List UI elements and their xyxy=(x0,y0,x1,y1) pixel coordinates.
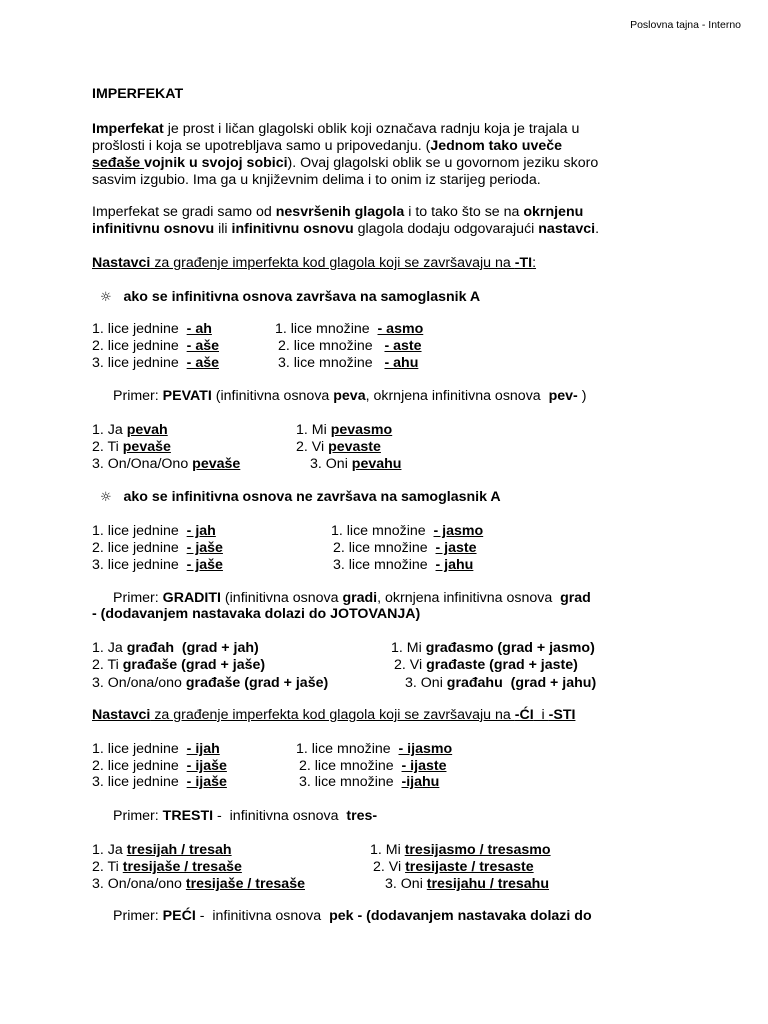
tresti-sg-1: 1. Ja tresijah / tresah xyxy=(92,842,232,858)
pevati-pl-1: 1. Mi pevasmo xyxy=(296,422,393,438)
ci-pl-3: 3. lice množine -ijahu xyxy=(299,774,440,790)
ci-pl-2: 2. lice množine - ijaste xyxy=(299,758,447,774)
case-b-heading: ☼ ako se infinitivna osnova ne završava na samoglasnik A xyxy=(100,489,501,505)
case-b-pl-2: 2. lice množine - jaste xyxy=(333,540,477,556)
confidential-header: Poslovna tajna - Interno xyxy=(630,19,741,31)
graditi-sg-3: 3. On/ona/ono građaše (grad + jaše) xyxy=(92,675,329,691)
case-a-sg-2: 2. lice jednine - aše xyxy=(92,338,219,354)
graditi-example: Primer: GRADITI (infinitivna osnova gradi, okrnjena infinitivna osnova grad xyxy=(113,590,591,606)
tresti-pl-2: 2. Vi tresijaste / tresaste xyxy=(373,859,534,875)
formation-line-1: Imperfekat se gradi samo od nesvršenih glagola i to tako što se na okrnjenu xyxy=(92,204,584,220)
ci-sg-2: 2. lice jednine - ijaše xyxy=(92,758,227,774)
tresti-sg-3: 3. On/ona/ono tresijaše / tresaše xyxy=(92,876,305,892)
graditi-sg-2: 2. Ti građaše (grad + jaše) xyxy=(92,657,266,673)
graditi-note: - (dodavanjem nastavaka dolazi do JOTOVANJA) xyxy=(92,606,421,622)
case-b-pl-1: 1. lice množine - jasmo xyxy=(331,523,484,539)
ci-pl-1: 1. lice množine - ijasmo xyxy=(296,741,453,757)
ci-sg-3: 3. lice jednine - ijaše xyxy=(92,774,227,790)
tresti-pl-1: 1. Mi tresijasmo / tresasmo xyxy=(370,842,551,858)
ci-sg-1: 1. lice jednine - ijah xyxy=(92,741,220,757)
tresti-example: Primer: TRESTI - infinitivna osnova tres- xyxy=(113,808,378,824)
graditi-pl-2: 2. Vi građaste (grad + jaste) xyxy=(394,657,578,673)
case-a-sg-1: 1. lice jednine - ah xyxy=(92,321,212,337)
page-title: IMPERFEKAT xyxy=(92,86,184,102)
section-ci-sti-heading: Nastavci za građenje imperfekta kod glagola koji se završavaju na -ĆI i -STI xyxy=(92,707,576,723)
case-a-heading: ☼ ako se infinitivna osnova završava na samoglasnik A xyxy=(100,289,481,305)
peci-example: Primer: PEĆI - infinitivna osnova pek - (dodavanjem nastavaka dolazi do xyxy=(113,908,592,924)
section-ti-heading: Nastavci za građenje imperfekta kod glagola koji se završavaju na -TI: xyxy=(92,255,537,271)
intro-line-4: sasvim izgubio. Ima ga u književnim delima i to onim iz starijeg perioda. xyxy=(92,172,541,188)
pevati-pl-3: 3. Oni pevahu xyxy=(310,456,402,472)
sun-bullet-icon: ☼ xyxy=(100,290,112,305)
graditi-pl-3: 3. Oni građahu (grad + jahu) xyxy=(405,675,597,691)
tresti-sg-2: 2. Ti tresijaše / tresaše xyxy=(92,859,242,875)
formation-line-2: infinitivnu osnovu ili infinitivnu osnovu glagola dodaju odgovarajući nastavci. xyxy=(92,221,600,237)
case-b-sg-3: 3. lice jednine - jaše xyxy=(92,557,223,573)
intro-line-2: prošlosti i koja se upotrebljava samo u pripovedanju. (Jednom tako uveče xyxy=(92,138,563,154)
pevati-sg-2: 2. Ti pevaše xyxy=(92,439,171,455)
pevati-sg-3: 3. On/Ona/Ono pevaše xyxy=(92,456,241,472)
case-a-pl-3: 3. lice množine - ahu xyxy=(278,355,419,371)
case-b-pl-3: 3. lice množine - jahu xyxy=(333,557,474,573)
case-a-pl-2: 2. lice množine - aste xyxy=(278,338,422,354)
intro-line-1: Imperfekat je prost i ličan glagolski oblik koji označava radnju koja je trajala u xyxy=(92,121,580,137)
graditi-pl-1: 1. Mi građasmo (grad + jasmo) xyxy=(391,640,595,656)
case-a-sg-3: 3. lice jednine - aše xyxy=(92,355,219,371)
graditi-sg-1: 1. Ja građah (grad + jah) xyxy=(92,640,259,656)
sun-bullet-icon: ☼ xyxy=(100,490,112,505)
intro-line-3: seđaše vojnik u svojoj sobici). Ovaj glagolski oblik se u govornom jeziku skoro xyxy=(92,155,599,171)
case-a-pl-1: 1. lice množine - asmo xyxy=(275,321,424,337)
pevati-sg-1: 1. Ja pevah xyxy=(92,422,168,438)
case-b-sg-1: 1. lice jednine - jah xyxy=(92,523,216,539)
pevati-example: Primer: PEVATI (infinitivna osnova peva, okrnjena infinitivna osnova pev- ) xyxy=(113,388,587,404)
case-b-sg-2: 2. lice jednine - jaše xyxy=(92,540,223,556)
pevati-pl-2: 2. Vi pevaste xyxy=(296,439,381,455)
tresti-pl-3: 3. Oni tresijahu / tresahu xyxy=(385,876,550,892)
